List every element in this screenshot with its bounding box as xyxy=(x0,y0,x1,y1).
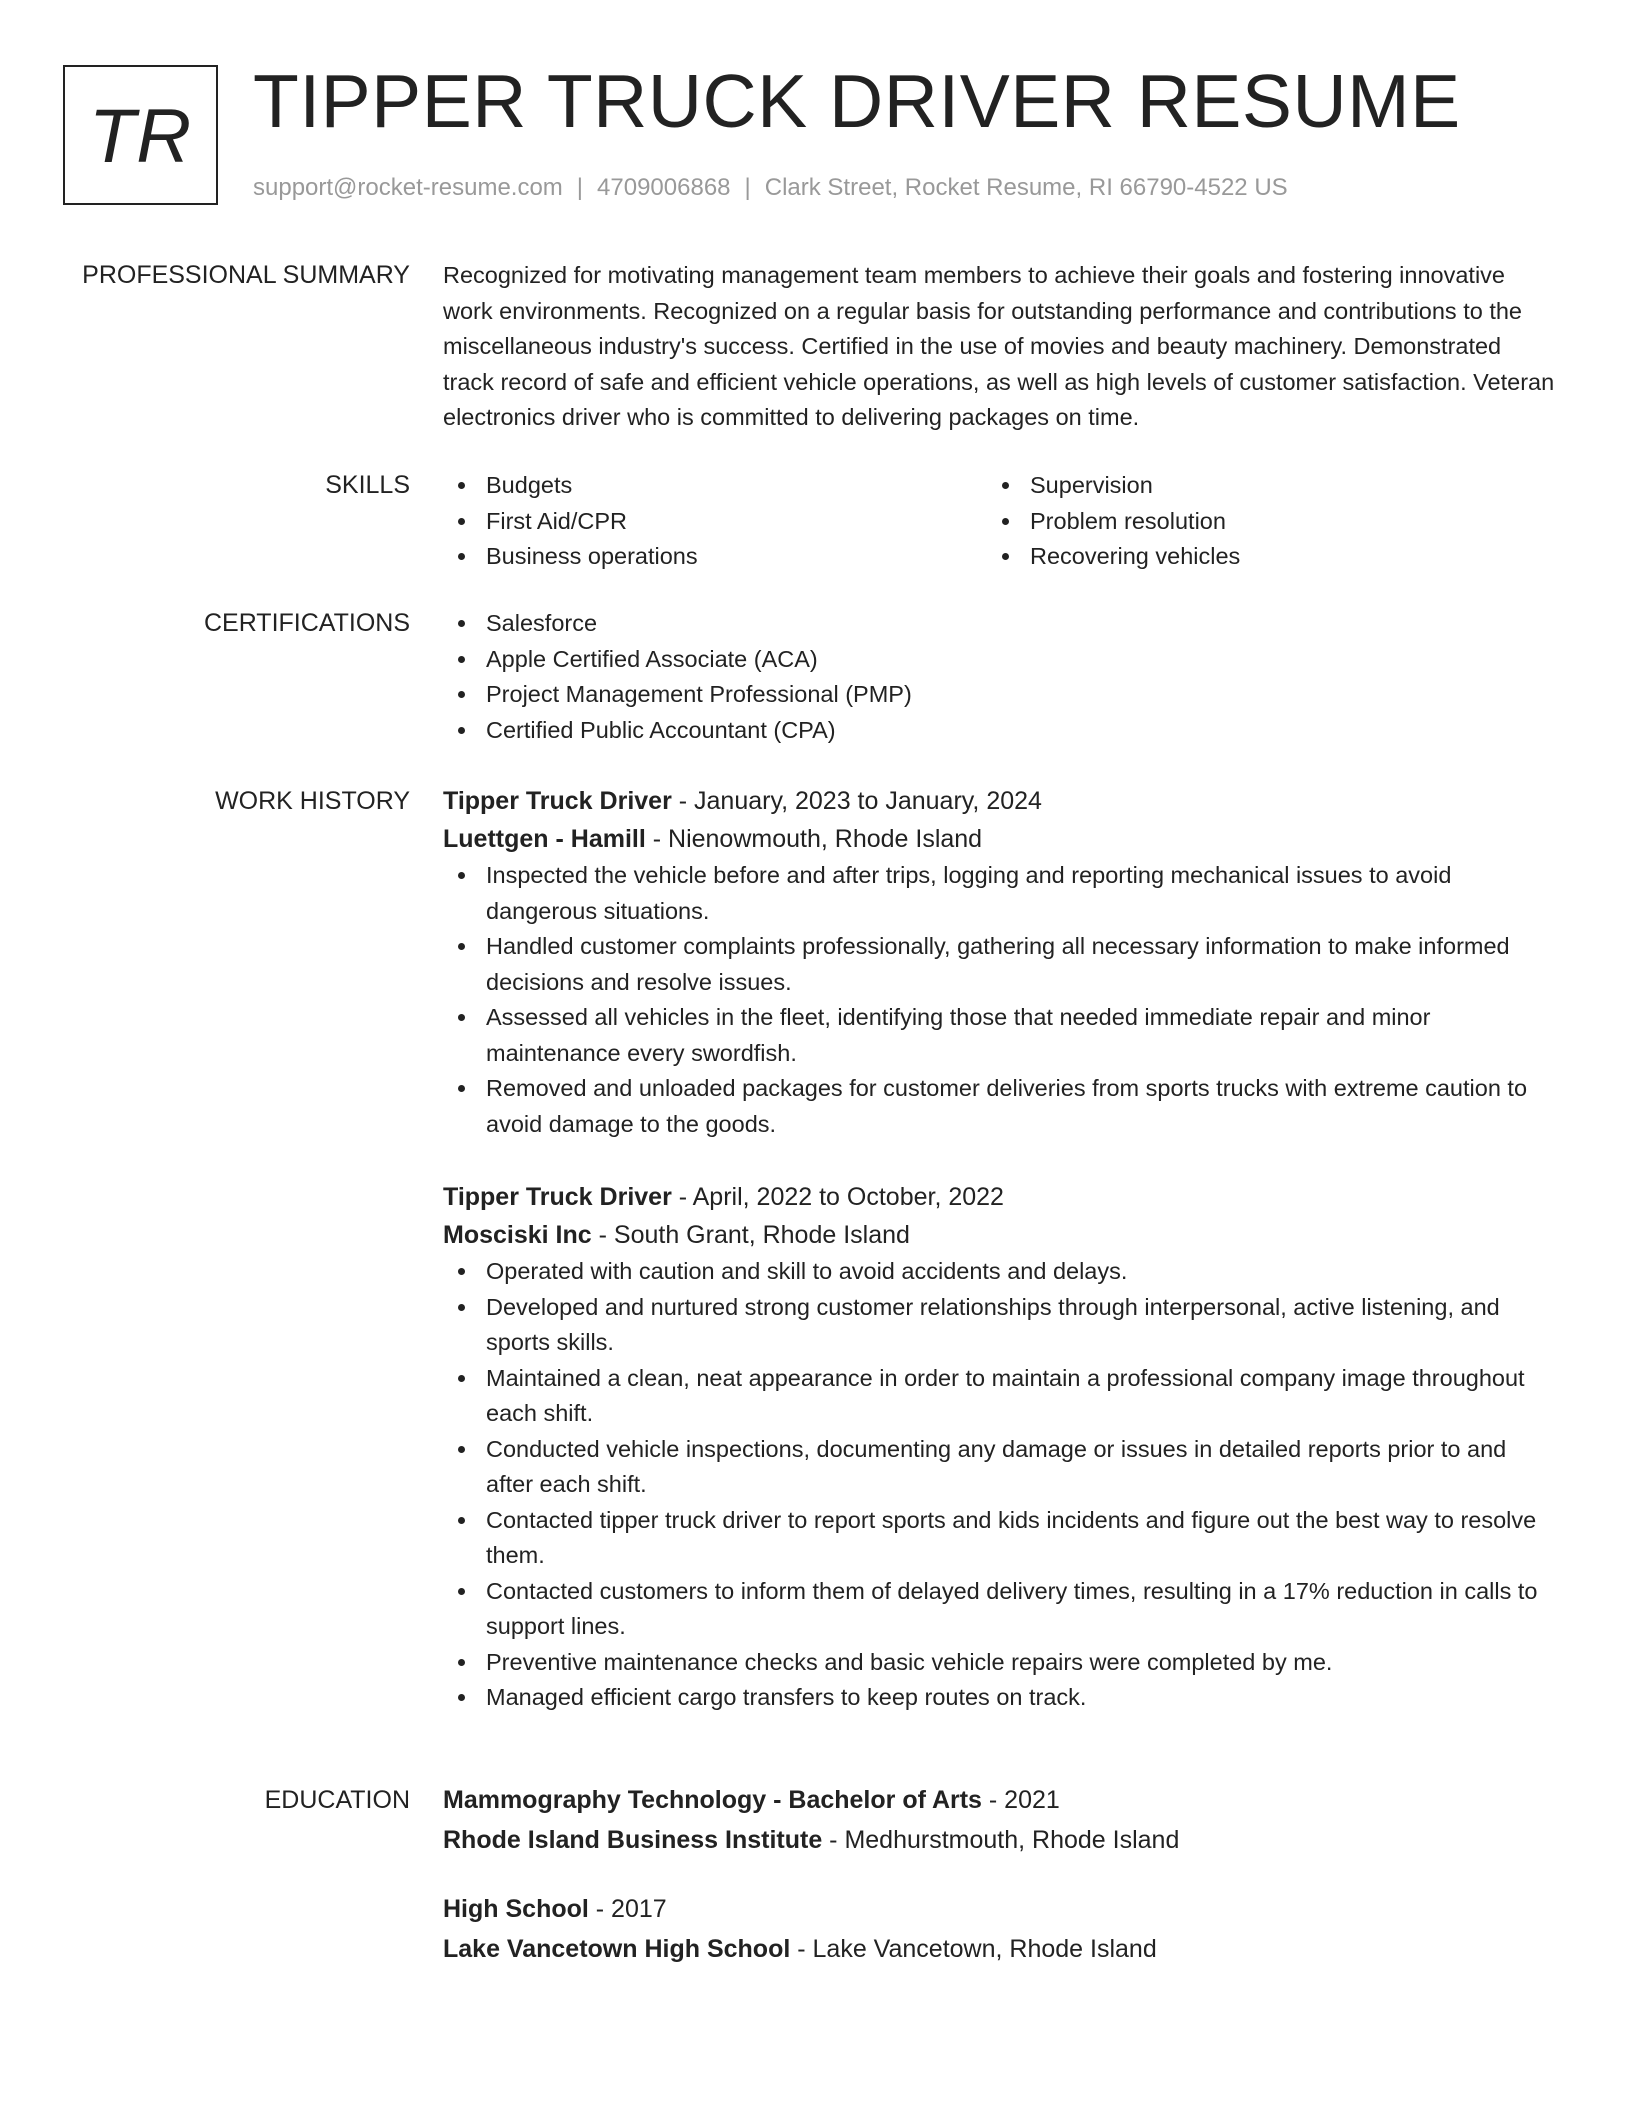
education-degree-line xyxy=(443,1780,1555,1820)
job-bullet: Contacted customers to inform them of delayed delivery times, resulting in a 17% reduction in calls to support lines. xyxy=(443,1574,1555,1645)
education-entry xyxy=(443,1780,1555,1860)
education-degree: Mammography Technology - Bachelor of Arts xyxy=(443,1786,982,1814)
monogram-box xyxy=(63,65,218,205)
section-label-education: EDUCATION xyxy=(264,1786,410,1814)
contact-email: support@rocket-resume.com xyxy=(253,174,563,201)
skill-item: First Aid/CPR xyxy=(443,504,987,540)
job-location: - Nienowmouth, Rhode Island xyxy=(645,825,983,853)
contact-separator: | xyxy=(744,174,751,201)
education-school: Rhode Island Business Institute xyxy=(443,1826,823,1854)
education-school: Lake Vancetown High School xyxy=(443,1935,791,1963)
job-company-line xyxy=(443,1216,1555,1254)
contact-phone: 4709006868 xyxy=(597,174,731,201)
job-title: Tipper Truck Driver xyxy=(443,787,672,815)
job-location: - South Grant, Rhode Island xyxy=(591,1221,910,1249)
skills-list-left xyxy=(443,468,987,575)
skill-item: Budgets xyxy=(443,468,987,504)
resume-title: TIPPER TRUCK DRIVER RESUME xyxy=(253,59,1461,143)
education-location: - Lake Vancetown, Rhode Island xyxy=(790,1935,1157,1963)
education-body xyxy=(443,1780,1555,1998)
education-school-line xyxy=(443,1820,1555,1860)
job-bullet: Conducted vehicle inspections, documenting any damage or issues in detailed reports prior to and after each shift. xyxy=(443,1432,1555,1503)
education-school-line xyxy=(443,1929,1555,1969)
summary-body xyxy=(443,258,1555,436)
education-location: - Medhurstmouth, Rhode Island xyxy=(822,1826,1180,1854)
summary-text: Recognized for motivating management team members to achieve their goals and fostering innovative work environments. Recognized on a regular basis for outstanding performance and contributions to the miscellaneous industry's success. Certified in the use of movies and beauty machinery. Demonstrated track record of safe and efficient vehicle operations, as well as high levels of customer satisfaction. Veteran electronics driver who is committed to delivering packages on time. xyxy=(443,262,1555,430)
job-bullets xyxy=(443,858,1555,1142)
job-company: Luettgen - Hamill xyxy=(443,825,646,853)
section-label-summary: PROFESSIONAL SUMMARY xyxy=(82,261,410,289)
certifications-body xyxy=(443,606,1555,748)
job-dates: - April, 2022 to October, 2022 xyxy=(671,1183,1004,1211)
job-company-line xyxy=(443,820,1555,858)
skills-list-right xyxy=(987,468,1531,575)
skill-item: Business operations xyxy=(443,539,987,575)
contact-address: Clark Street, Rocket Resume, RI 66790-4522 US xyxy=(764,174,1288,201)
certification-item: Certified Public Accountant (CPA) xyxy=(443,713,1555,749)
contact-separator: | xyxy=(576,174,584,201)
job-bullet: Contacted tipper truck driver to report sports and kids incidents and figure out the best way to resolve them. xyxy=(443,1503,1555,1574)
certification-item: Project Management Professional (PMP) xyxy=(443,677,1555,713)
skill-item: Supervision xyxy=(987,468,1531,504)
contact-line xyxy=(253,172,1288,204)
education-degree-line xyxy=(443,1889,1555,1929)
job-bullet: Handled customer complaints professionally, gathering all necessary information to make informed decisions and resolve issues. xyxy=(443,929,1555,1000)
job-company: Mosciski Inc xyxy=(443,1221,592,1249)
certification-item: Salesforce xyxy=(443,606,1555,642)
skill-item: Problem resolution xyxy=(987,504,1531,540)
certifications-list xyxy=(443,606,1555,748)
job-bullet: Operated with caution and skill to avoid accidents and delays. xyxy=(443,1254,1555,1290)
certification-item: Apple Certified Associate (ACA) xyxy=(443,642,1555,678)
job-bullet: Removed and unloaded packages for customer deliveries from sports trucks with extreme caution to avoid damage to the goods. xyxy=(443,1071,1555,1142)
section-label-certifications: CERTIFICATIONS xyxy=(203,609,410,637)
monogram-initials: TR xyxy=(88,93,193,179)
education-entry xyxy=(443,1889,1555,1969)
section-label-skills: SKILLS xyxy=(325,471,410,499)
job-entry xyxy=(443,782,1555,1142)
skill-item: Recovering vehicles xyxy=(987,539,1531,575)
education-year: - 2017 xyxy=(588,1895,667,1923)
skills-body xyxy=(443,468,1555,575)
job-bullet: Preventive maintenance checks and basic vehicle repairs were completed by me. xyxy=(443,1645,1555,1681)
job-bullets xyxy=(443,1254,1555,1716)
education-degree: High School xyxy=(443,1895,589,1923)
work-history-body xyxy=(443,782,1555,1752)
job-entry xyxy=(443,1178,1555,1716)
job-bullet: Developed and nurtured strong customer relationships through interpersonal, active listening, and sports skills. xyxy=(443,1290,1555,1361)
job-dates: - January, 2023 to January, 2024 xyxy=(671,787,1042,815)
section-label-work-history: WORK HISTORY xyxy=(215,787,410,815)
job-bullet: Maintained a clean, neat appearance in order to maintain a professional company image throughout each shift. xyxy=(443,1361,1555,1432)
job-title: Tipper Truck Driver xyxy=(443,1183,672,1211)
job-title-line xyxy=(443,782,1555,820)
job-bullet: Inspected the vehicle before and after trips, logging and reporting mechanical issues to avoid dangerous situations. xyxy=(443,858,1555,929)
job-bullet: Assessed all vehicles in the fleet, identifying those that needed immediate repair and minor maintenance every swordfish. xyxy=(443,1000,1555,1071)
education-year: - 2021 xyxy=(981,1786,1060,1814)
job-bullet: Managed efficient cargo transfers to keep routes on track. xyxy=(443,1680,1555,1716)
job-title-line xyxy=(443,1178,1555,1216)
